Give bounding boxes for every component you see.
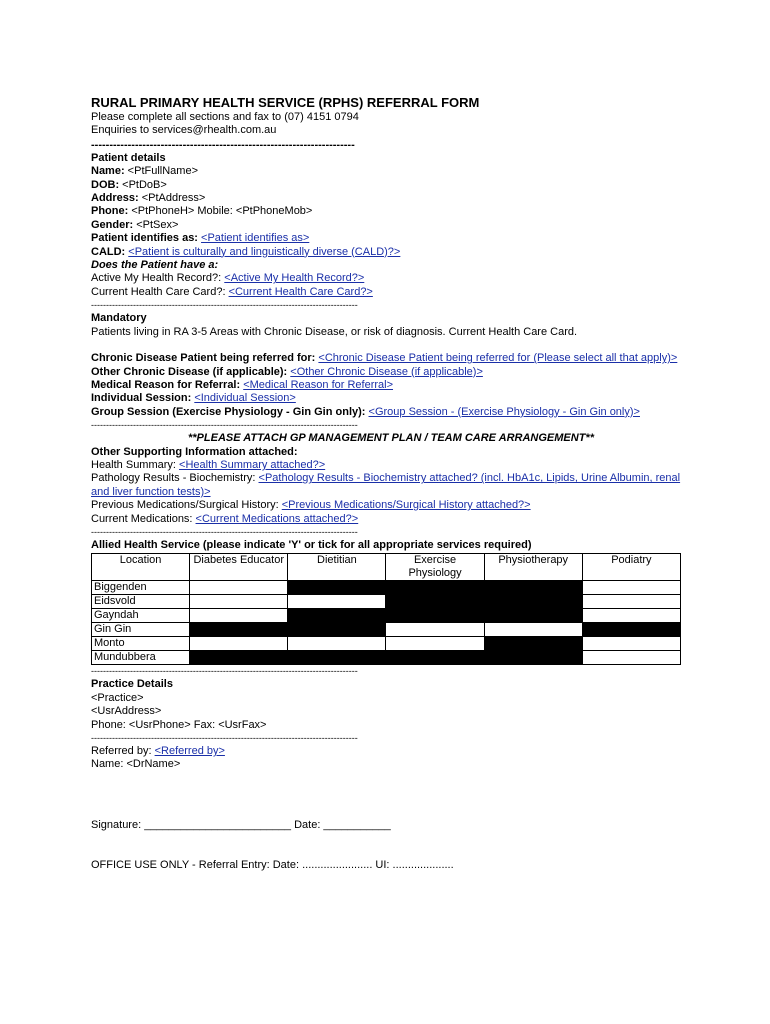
separator: ----------------------------------------------------------------------------------------- — [91, 420, 358, 431]
patient-phone-value: <PtPhoneH> Mobile: <PtPhoneMob> — [128, 205, 313, 218]
referred-by-link[interactable]: <Referred by> — [154, 745, 225, 757]
service-select-cell[interactable] — [190, 609, 288, 623]
health-summary-row: Health Summary: <Health Summary attached?> — [91, 458, 326, 471]
mandatory-heading: Mandatory — [91, 312, 147, 325]
unavailable-cell — [484, 609, 582, 623]
other-chronic-row: Other Chronic Disease (if applicable): <Other Chronic Disease (if applicable)> — [91, 365, 483, 378]
patient-details-heading: Patient details — [91, 151, 166, 164]
unavailable-cell — [386, 609, 484, 623]
unavailable-cell — [288, 581, 386, 595]
patient-name-row: Name: <PtFullName> — [91, 165, 198, 178]
mandatory-text: Patients living in RA 3-5 Areas with Chronic Disease, or risk of diagnosis. Current Health Care Card. — [91, 325, 578, 338]
attach-notice: **PLEASE ATTACH GP MANAGEMENT PLAN / TEAM CARE ARRANGEMENT** — [188, 432, 594, 445]
patient-gender-value: <PtSex> — [133, 218, 179, 231]
service-select-cell[interactable] — [582, 595, 680, 609]
service-select-cell[interactable] — [190, 595, 288, 609]
patient-name-value: <PtFullName> — [124, 165, 198, 178]
table-row — [92, 651, 681, 665]
table-header-row — [92, 554, 681, 581]
column-header: Podiatry — [582, 554, 680, 581]
supporting-heading: Other Supporting Information attached: — [91, 445, 298, 458]
service-select-cell[interactable] — [386, 623, 484, 637]
group-session-row: Group Session (Exercise Physiology - Gin Gin only): <Group Session - (Exercise Physiology - Gin Gin only)> — [91, 405, 640, 418]
service-select-cell[interactable] — [582, 581, 680, 595]
column-header: Exercise Physiology — [386, 554, 484, 581]
health-summary-link[interactable]: <Health Summary attached?> — [179, 458, 326, 471]
patient-cald-row: CALD: <Patient is culturally and linguistically diverse (CALD)?> — [91, 245, 401, 258]
patient-cald-link[interactable]: <Patient is culturally and linguistically diverse (CALD)?> — [128, 245, 401, 258]
chronic-disease-row: Chronic Disease Patient being referred for: <Chronic Disease Patient being referred for (Please select all that apply)> — [91, 352, 678, 365]
unavailable-cell — [484, 581, 582, 595]
medical-reason-row: Medical Reason for Referral: <Medical Reason for Referral> — [91, 378, 394, 391]
table-row — [92, 595, 681, 609]
individual-session-row: Individual Session: <Individual Session> — [91, 392, 296, 405]
patient-gender-row: Gender: <PtSex> — [91, 218, 179, 231]
unavailable-cell — [582, 623, 680, 637]
service-select-cell[interactable] — [582, 651, 680, 665]
patient-mhr-link[interactable]: <Active My Health Record?> — [224, 272, 365, 285]
location-cell: Gayndah — [92, 609, 190, 623]
practice-name: <Practice> — [91, 691, 144, 704]
table-row — [92, 609, 681, 623]
unavailable-cell — [484, 651, 582, 665]
location-cell: Eidsvold — [92, 595, 190, 609]
location-cell: Gin Gin — [92, 623, 190, 637]
separator: ----------------------------------------------------------------------------------------- — [91, 526, 358, 537]
service-select-cell[interactable] — [386, 637, 484, 651]
unavailable-cell — [190, 623, 288, 637]
unavailable-cell — [386, 651, 484, 665]
patient-identifies-row: Patient identifies as: <Patient identifies as> — [91, 232, 310, 245]
group-session-link[interactable]: <Group Session - (Exercise Physiology - Gin Gin only)> — [368, 405, 640, 418]
allied-health-heading: Allied Health Service (please indicate 'Y' or tick for all appropriate services required) — [91, 538, 532, 551]
form-enquiries: Enquiries to services@rhealth.com.au — [91, 124, 277, 137]
patient-have-heading: Does the Patient have a: — [91, 259, 219, 272]
service-select-cell[interactable] — [582, 637, 680, 651]
service-select-cell[interactable] — [288, 595, 386, 609]
unavailable-cell — [190, 651, 288, 665]
service-select-cell[interactable] — [582, 609, 680, 623]
column-header: Physiotherapy — [484, 554, 582, 581]
allied-health-table — [91, 553, 681, 665]
patient-hcc-link[interactable]: <Current Health Care Card?> — [228, 285, 373, 298]
location-cell: Biggenden — [92, 581, 190, 595]
unavailable-cell — [386, 595, 484, 609]
separator: ------------------------------------------------------------------------ — [91, 138, 355, 151]
separator: ----------------------------------------------------------------------------------------- — [91, 666, 358, 677]
table-row — [92, 637, 681, 651]
unavailable-cell — [288, 623, 386, 637]
pathology-row: Pathology Results - Biochemistry: <Pathology Results - Biochemistry attached? (incl. HbA1c, Lipids, Urine Albumin, renal and liver function tests)> — [91, 472, 681, 498]
medical-reason-link[interactable]: <Medical Reason for Referral> — [243, 378, 394, 391]
patient-dob-value: <PtDoB> — [119, 178, 167, 191]
practice-phone-fax: Phone: <UsrPhone> Fax: <UsrFax> — [91, 718, 267, 731]
form-instructions: Please complete all sections and fax to (07) 4151 0794 — [91, 111, 359, 123]
current-medications-row: Current Medications: <Current Medications attached?> — [91, 512, 359, 525]
patient-dob-row: DOB: <PtDoB> — [91, 178, 167, 191]
doctor-name: Name: <DrName> — [91, 758, 181, 771]
service-select-cell[interactable] — [190, 581, 288, 595]
service-select-cell[interactable] — [484, 623, 582, 637]
other-chronic-link[interactable]: <Other Chronic Disease (if applicable)> — [290, 365, 483, 378]
patient-phone-row: Phone: <PtPhoneH> Mobile: <PtPhoneMob> — [91, 205, 313, 218]
unavailable-cell — [484, 637, 582, 651]
patient-address-value: <PtAddress> — [138, 192, 206, 205]
office-use-line: OFFICE USE ONLY - Referral Entry: Date: ....................... UI: .................... — [91, 859, 454, 871]
unavailable-cell — [386, 581, 484, 595]
pathology-link[interactable]: <Pathology Results - Biochemistry attached? (incl. HbA1c, Lipids, Urine Albumin, renal and liver function tests)> — [91, 472, 681, 498]
current-medications-link[interactable]: <Current Medications attached?> — [195, 512, 359, 525]
service-select-cell[interactable] — [288, 637, 386, 651]
table-row — [92, 623, 681, 637]
practice-details-heading: Practice Details — [91, 678, 173, 691]
separator: ----------------------------------------------------------------------------------------- — [91, 733, 358, 743]
referral-form — [91, 95, 691, 772]
patient-identifies-link[interactable]: <Patient identifies as> — [201, 232, 310, 245]
separator: ----------------------------------------------------------------------------------------- — [91, 300, 358, 311]
patient-address-row: Address: <PtAddress> — [91, 192, 206, 205]
practice-address: <UsrAddress> — [91, 705, 162, 718]
column-header: Diabetes Educator — [190, 554, 288, 581]
service-select-cell[interactable] — [190, 637, 288, 651]
location-cell: Mundubbera — [92, 651, 190, 665]
signature-line: Signature: ________________________ Date: ___________ — [91, 819, 391, 831]
individual-session-link[interactable]: <Individual Session> — [194, 392, 296, 405]
unavailable-cell — [484, 595, 582, 609]
chronic-disease-link[interactable]: <Chronic Disease Patient being referred for (Please select all that apply)> — [318, 352, 678, 365]
unavailable-cell — [288, 651, 386, 665]
referred-by-row: Referred by: <Referred by> — [91, 745, 225, 757]
column-header: Location — [92, 554, 190, 581]
form-title: RURAL PRIMARY HEALTH SERVICE (RPHS) REFERRAL FORM — [91, 95, 480, 110]
column-header: Dietitian — [288, 554, 386, 581]
table-row — [92, 581, 681, 595]
previous-medications-link[interactable]: <Previous Medications/Surgical History attached?> — [281, 499, 531, 512]
unavailable-cell — [288, 609, 386, 623]
patient-hcc-row: Current Health Care Card?: <Current Health Care Card?> — [91, 285, 373, 298]
previous-medications-row: Previous Medications/Surgical History: <Previous Medications/Surgical History attached?> — [91, 499, 531, 512]
patient-mhr-row: Active My Health Record?: <Active My Health Record?> — [91, 272, 365, 285]
location-cell: Monto — [92, 637, 190, 651]
